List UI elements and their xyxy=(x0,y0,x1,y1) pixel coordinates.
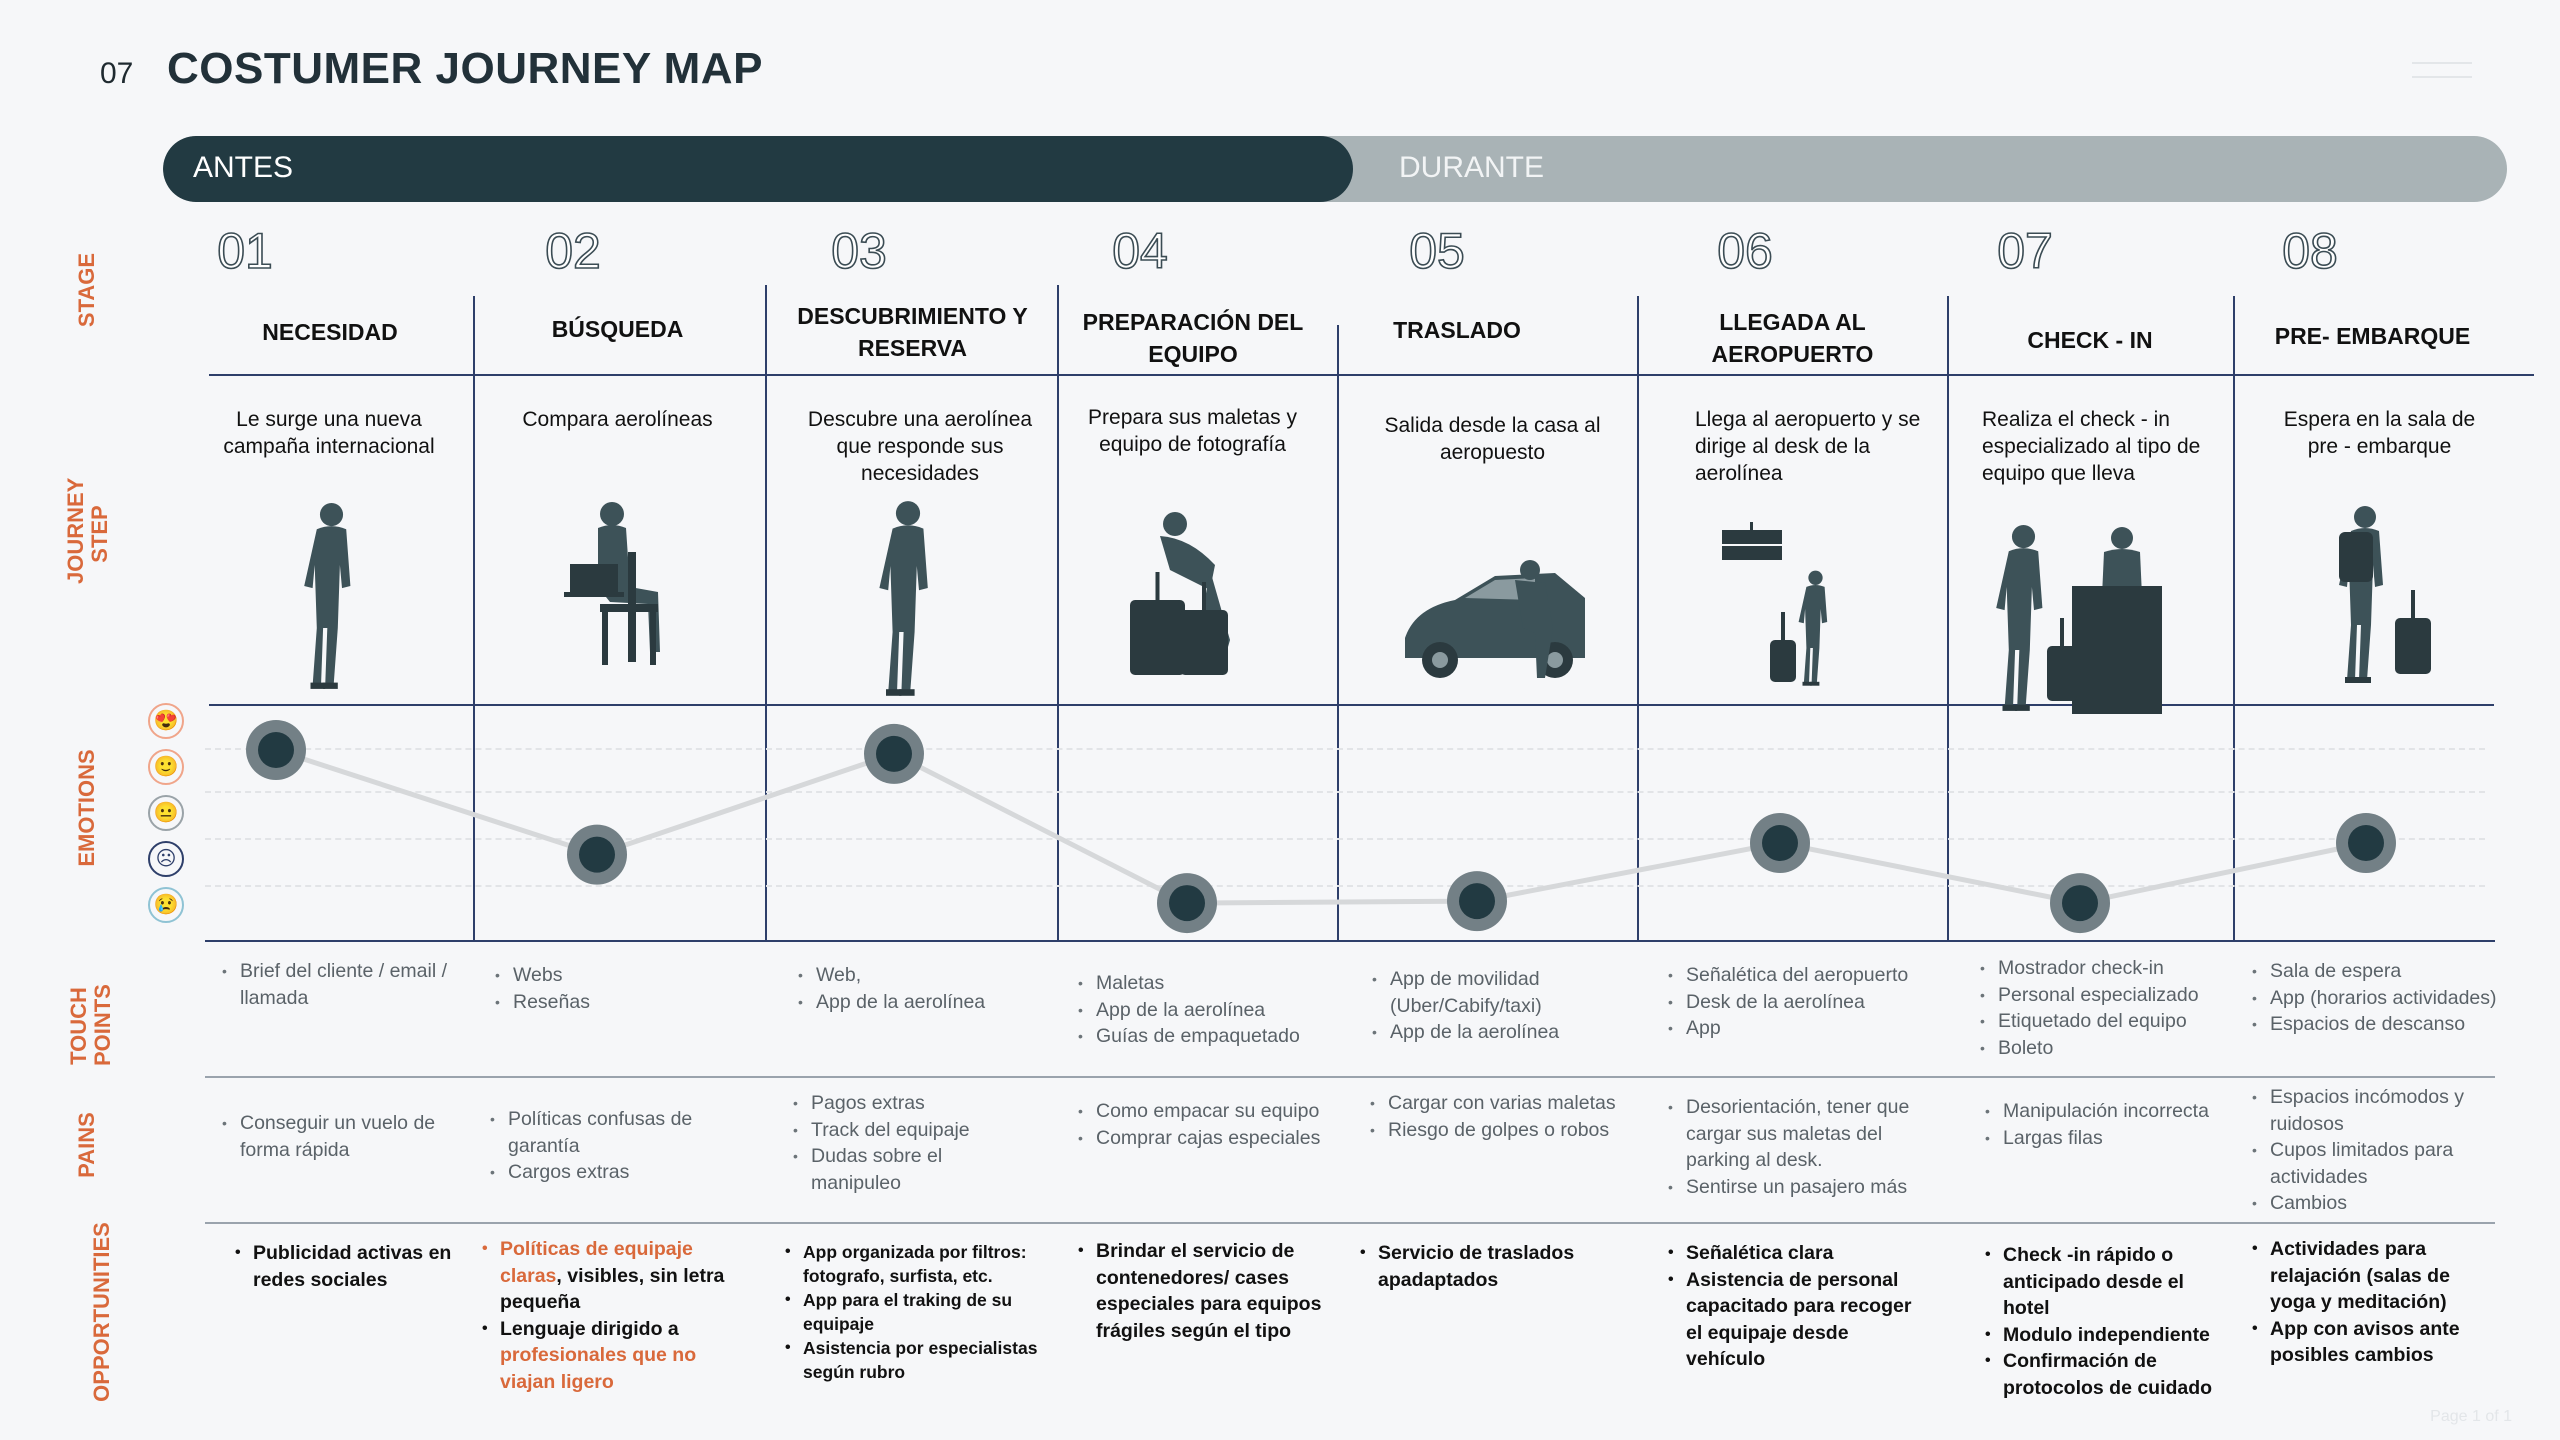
pains-list xyxy=(2252,1084,2492,1217)
opportunity-item: • Confirmación de protocolos de cuidado xyxy=(1985,1348,2225,1401)
pains-item: • Cargos extras xyxy=(490,1159,740,1186)
pains-item: • Desorientación, tener que cargar sus maletas del parking al desk. xyxy=(1668,1094,1923,1174)
stage-number: 07 xyxy=(1997,223,2053,279)
pains-item: • Cupos limitados para actividades xyxy=(2252,1137,2492,1190)
opportunities-list xyxy=(1360,1240,1610,1293)
person-entering-car-figure xyxy=(1395,548,1595,693)
row-label-pains: PAINS xyxy=(74,1112,99,1178)
journey-step-text: Salida desde la casa al aeropuesto xyxy=(1384,414,1601,464)
page-number: 07 xyxy=(100,57,134,90)
pains-item: • Como empacar su equipo xyxy=(1078,1098,1333,1125)
pains-item: • Largas filas xyxy=(1985,1125,2225,1152)
stage-number: 04 xyxy=(1112,223,1168,279)
opportunities-list xyxy=(785,1240,1055,1384)
pains-list xyxy=(1668,1094,1923,1200)
touch-item: • Mostrador check-in xyxy=(1980,955,2230,982)
journey-step-text: Llega al aeropuerto y se dirige al desk de la aerolínea xyxy=(1695,408,1921,485)
opportunity-item: • App para el traking de su equipaje xyxy=(785,1288,1055,1336)
person-packing-suitcase-figure xyxy=(1120,510,1270,685)
opportunity-item xyxy=(482,1236,747,1316)
emotion-point xyxy=(246,720,306,780)
touch-item: • App de la aerolínea xyxy=(1078,997,1333,1024)
face-with-heart-eyes-icon: 😍 xyxy=(148,703,184,739)
pains-item: • Sentirse un pasajero más xyxy=(1668,1174,1923,1201)
touch-list xyxy=(1668,962,1933,1042)
stage-number: 08 xyxy=(2282,223,2338,279)
pains-item: • Manipulación incorrecta xyxy=(1985,1098,2225,1125)
journey-step-text: Prepara sus maletas y equipo de fotografía xyxy=(1088,406,1297,456)
pains-list xyxy=(793,1090,1033,1196)
opportunity-item: • Check -in rápido o anticipado desde el hotel xyxy=(1985,1242,2225,1322)
row-label-opportunities: OPPORTUNITIES xyxy=(89,1222,114,1402)
pains-item: • Track del equipaje xyxy=(793,1117,1033,1144)
opportunity-item: • Asistencia por especialistas según rubro xyxy=(785,1336,1055,1384)
pains-item: • Conseguir un vuelo de forma rápida xyxy=(222,1110,452,1163)
touch-item: • Espacios de descanso xyxy=(2252,1011,2512,1038)
person-with-luggage-at-sign-figure xyxy=(1718,522,1878,697)
touch-item: • Personal especializado xyxy=(1980,982,2230,1009)
journey-step-text: Descubre una aerolínea que responde sus necesidades xyxy=(807,408,1033,485)
touch-list xyxy=(2252,958,2512,1038)
opportunity-item: • Brindar el servicio de contenedores/ cases especiales para equipos frágiles según el tipo xyxy=(1078,1238,1328,1344)
touch-list xyxy=(1078,970,1333,1050)
touch-item: • Webs xyxy=(495,962,745,989)
person-looking-phone-figure xyxy=(850,492,960,707)
opportunity-item: • Modulo independiente xyxy=(1985,1322,2225,1349)
person-with-laptop-figure xyxy=(550,492,680,677)
opportunity-item: • Señalética clara xyxy=(1668,1240,1933,1267)
pains-item: • Dudas sobre el manipuleo xyxy=(793,1143,1033,1196)
menu-icon[interactable] xyxy=(2412,62,2472,78)
touch-list xyxy=(495,962,745,1015)
row-label-touch-points-text: TOUCH POINTS xyxy=(66,984,115,1066)
stage-number: 03 xyxy=(831,223,887,279)
stage-name: PRE- EMBARQUE xyxy=(2274,323,2471,349)
opportunities-list xyxy=(1985,1242,2225,1401)
pains-item: • Riesgo de golpes o robos xyxy=(1370,1117,1625,1144)
row-label-emotions: EMOTIONS xyxy=(74,749,99,867)
journey-step-text: Le surge una nueva campaña internacional xyxy=(223,408,435,458)
pains-item: • Espacios incómodos y ruidosos xyxy=(2252,1084,2492,1137)
row-label-stage: STAGE xyxy=(74,252,99,328)
touch-item: • Guías de empaquetado xyxy=(1078,1023,1333,1050)
opportunity-item: • Actividades para relajación (salas de yoga y meditación) xyxy=(2252,1236,2497,1316)
stage-name: LLEGADA AL AEROPUERTO xyxy=(1711,309,1874,367)
emotion-line xyxy=(276,750,2366,903)
pains-list xyxy=(1078,1098,1333,1151)
person-waiting-with-suitcase-figure xyxy=(2325,500,2445,695)
opportunities-list xyxy=(482,1236,747,1395)
emotion-point xyxy=(1157,873,1217,933)
opportunities-list xyxy=(235,1240,460,1293)
touch-item: • Boleto xyxy=(1980,1035,2230,1062)
pains-list xyxy=(1985,1098,2225,1151)
stage-name: BÚSQUEDA xyxy=(551,316,684,342)
touch-list xyxy=(1372,966,1632,1046)
opportunity-item: • Servicio de traslados apadaptados xyxy=(1360,1240,1610,1293)
touch-item: • Brief del cliente / email / llamada xyxy=(222,958,462,1011)
emotion-point xyxy=(1750,813,1810,873)
stage-number: 02 xyxy=(545,223,601,279)
stage-name: DESCUBRIMIENTO Y RESERVA xyxy=(797,303,1028,361)
footer-page-count: Page 1 of 1 xyxy=(2430,1408,2512,1425)
row-label-journey-step-text: JOURNEY STEP xyxy=(63,477,112,584)
journey-step-text: Compara aerolíneas xyxy=(522,408,713,431)
touch-item: • App (horarios actividades) xyxy=(2252,985,2512,1012)
touch-item: • Señalética del aeropuerto xyxy=(1668,962,1933,989)
touch-item: • Desk de la aerolínea xyxy=(1668,989,1933,1016)
touch-item: • Etiquetado del equipo xyxy=(1980,1008,2230,1035)
touch-list xyxy=(222,958,462,1011)
opportunity-text-part: profesionales que no viajan ligero xyxy=(500,1344,697,1393)
pains-list xyxy=(1370,1090,1625,1143)
phase-bar xyxy=(163,136,2507,202)
pains-item: • Cambios xyxy=(2252,1190,2492,1217)
stage-name: TRASLADO xyxy=(1393,317,1521,343)
emotion-point xyxy=(864,724,924,784)
phase-label-durante: DURANTE xyxy=(1399,151,1545,184)
pains-item: • Comprar cajas especiales xyxy=(1078,1125,1333,1152)
opportunity-text-part: Lenguaje dirigido a xyxy=(500,1317,679,1340)
touch-item: • Sala de espera xyxy=(2252,958,2512,985)
emotion-point xyxy=(2336,813,2396,873)
check-in-desk-figure xyxy=(1992,516,2162,721)
touch-list xyxy=(1980,955,2230,1061)
row-label-touch-points xyxy=(67,961,115,1091)
neutral-face-icon: 😐 xyxy=(148,795,184,831)
stage-number: 06 xyxy=(1717,223,1773,279)
phase-antes xyxy=(163,136,1353,202)
stage-number: 05 xyxy=(1409,223,1465,279)
opportunities-list xyxy=(2252,1236,2497,1369)
opportunity-text-part: Políticas de equipaje claras xyxy=(500,1238,693,1287)
pains-list xyxy=(490,1106,740,1186)
touch-item: • Maletas xyxy=(1078,970,1333,997)
touch-item: • Reseñas xyxy=(495,989,745,1016)
opportunity-item: • App organizada por filtros: fotografo, surfista, etc. xyxy=(785,1240,1055,1288)
pains-list xyxy=(222,1110,452,1163)
journey-step-text: Realiza el check - in especializado al tipo de equipo que lleva xyxy=(1982,408,2201,485)
opportunity-item: • App con avisos ante posibles cambios xyxy=(2252,1316,2497,1369)
opportunity-item: • Publicidad activas en redes sociales xyxy=(235,1240,460,1293)
emotion-point xyxy=(567,825,627,885)
touch-item: • App xyxy=(1668,1015,1933,1042)
stage-number: 01 xyxy=(217,223,273,279)
touch-item: • App de la aerolínea xyxy=(1372,1019,1632,1046)
journey-step-text: Espera en la sala de pre - embarque xyxy=(2283,408,2476,458)
touch-list xyxy=(798,962,1048,1015)
touch-item: • Web, xyxy=(798,962,1048,989)
pains-item: • Pagos extras xyxy=(793,1090,1033,1117)
opportunities-list xyxy=(1668,1240,1933,1373)
emotion-point xyxy=(1447,871,1507,931)
stage-name: PREPARACIÓN DEL EQUIPO xyxy=(1082,309,1304,367)
smiling-face-icon: 🙂 xyxy=(148,749,184,785)
pains-item: • Políticas confusas de garantía xyxy=(490,1106,740,1159)
pains-item: • Cargar con varias maletas xyxy=(1370,1090,1625,1117)
opportunity-text-part: , visibles, sin letra pequeña xyxy=(500,1264,725,1313)
phase-label-antes: ANTES xyxy=(193,151,294,184)
touch-item: • App de la aerolínea xyxy=(798,989,1048,1016)
opportunities-list xyxy=(1078,1238,1328,1344)
emotion-point xyxy=(2050,873,2110,933)
touch-item: • App de movilidad (Uber/Cabify/taxi) xyxy=(1372,966,1632,1019)
row-label-journey-step xyxy=(64,464,112,604)
page-title: COSTUMER JOURNEY MAP xyxy=(167,44,763,93)
stage-name: CHECK - IN xyxy=(2027,327,2153,353)
opportunity-item xyxy=(482,1316,747,1396)
person-on-phone-figure xyxy=(270,492,400,697)
stage-name: NECESIDAD xyxy=(262,319,398,345)
crying-face-icon: 😢 xyxy=(148,887,184,923)
frowning-face-icon: ☹ xyxy=(148,841,184,877)
opportunity-item: • Asistencia de personal capacitado para recoger el equipaje desde vehículo xyxy=(1668,1267,1933,1373)
